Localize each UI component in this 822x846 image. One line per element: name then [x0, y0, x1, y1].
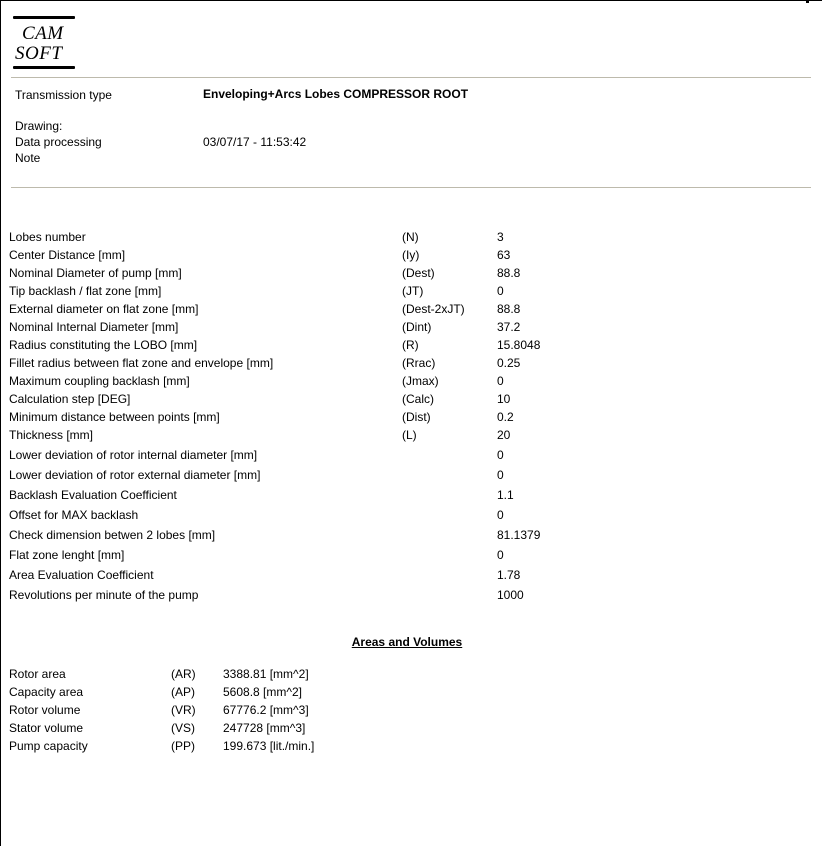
parameter-symbol: (L) [402, 428, 417, 442]
area-value: 3388.81 [mm^2] [223, 667, 309, 681]
area-row [9, 703, 509, 721]
parameter-label: Maximum coupling backlash [mm] [9, 374, 190, 388]
parameter-row [9, 284, 809, 302]
logo-top-bar [13, 16, 75, 19]
parameter-value: 63 [497, 248, 511, 262]
parameter-row [9, 468, 809, 488]
area-label: Pump capacity [9, 739, 88, 753]
parameter-value: 0.25 [497, 356, 521, 370]
parameter-value: 37.2 [497, 320, 521, 334]
parameter-row [9, 548, 809, 568]
parameter-value: 1.78 [497, 568, 521, 582]
area-label: Capacity area [9, 685, 84, 699]
parameter-row [9, 392, 809, 410]
parameter-row [9, 508, 809, 528]
areas-volumes-title: Areas and Volumes [351, 635, 463, 649]
parameter-row [9, 320, 809, 338]
parameter-label: Calculation step [DEG] [9, 392, 131, 406]
logo-bottom-bar [13, 66, 75, 69]
parameter-symbol: (Dint) [402, 320, 432, 334]
parameter-label: Flat zone lenght [mm] [9, 548, 125, 562]
area-row [9, 739, 509, 757]
parameter-label: Lobes number [9, 230, 86, 244]
data-processing-value: 03/07/17 - 11:53:42 [203, 135, 307, 149]
parameter-value: 3 [497, 230, 504, 244]
parameter-value: 20 [497, 428, 511, 442]
parameter-row [9, 374, 809, 392]
parameter-label: Lower deviation of rotor internal diameter [mm] [9, 448, 258, 462]
parameter-row [9, 488, 809, 508]
parameter-symbol: (Dest-2xJT) [402, 302, 465, 316]
parameter-label: Offset for MAX backlash [9, 508, 139, 522]
parameter-row [9, 266, 809, 284]
transmission-type-label: Transmission type [15, 88, 112, 102]
note-label: Note [15, 151, 41, 165]
parameters-table [9, 230, 809, 608]
parameter-value: 1000 [497, 588, 524, 602]
area-symbol: (AP) [171, 685, 195, 699]
parameter-label: Minimum distance between points [mm] [9, 410, 220, 424]
parameter-label: Lower deviation of rotor external diameter [mm] [9, 468, 261, 482]
area-value: 199.673 [lit./min.] [223, 739, 315, 753]
parameter-label: Thickness [mm] [9, 428, 94, 442]
area-label: Rotor area [9, 667, 66, 681]
parameter-value: 0.2 [497, 410, 514, 424]
parameter-value: 10 [497, 392, 511, 406]
parameter-row [9, 568, 809, 588]
area-value: 67776.2 [mm^3] [223, 703, 309, 717]
header-divider-top [11, 77, 811, 78]
parameter-row [9, 230, 809, 248]
parameter-symbol: (Calc) [402, 392, 434, 406]
parameter-row [9, 528, 809, 548]
parameter-label: Nominal Diameter of pump [mm] [9, 266, 182, 280]
areas-volumes-table [9, 667, 509, 757]
area-symbol: (PP) [171, 739, 195, 753]
drawing-label: Drawing: [15, 119, 63, 133]
parameter-label: Tip backlash / flat zone [mm] [9, 284, 162, 298]
area-row [9, 667, 509, 685]
parameter-value: 0 [497, 448, 504, 462]
parameter-label: Nominal Internal Diameter [mm] [9, 320, 179, 334]
parameter-symbol: (N) [402, 230, 419, 244]
logo-text-line1: CAM [22, 23, 64, 44]
parameter-row [9, 302, 809, 320]
area-symbol: (AR) [171, 667, 196, 681]
area-value: 5608.8 [mm^2] [223, 685, 303, 699]
area-value: 247728 [mm^3] [223, 721, 306, 735]
parameter-row [9, 448, 809, 468]
parameter-label: Fillet radius between flat zone and envelope [mm] [9, 356, 274, 370]
data-processing-label: Data processing [15, 135, 102, 149]
parameter-label: Area Evaluation Coefficient [9, 568, 154, 582]
area-label: Rotor volume [9, 703, 81, 717]
parameter-row [9, 356, 809, 374]
page-border-left [0, 0, 1, 846]
header-divider-bottom [11, 187, 811, 188]
parameter-value: 1.1 [497, 488, 514, 502]
parameter-symbol: (Dist) [402, 410, 431, 424]
parameter-value: 0 [497, 468, 504, 482]
transmission-type-value: Enveloping+Arcs Lobes COMPRESSOR ROOT [203, 87, 469, 101]
parameter-label: Check dimension betwen 2 lobes [mm] [9, 528, 216, 542]
parameter-symbol: (Jmax) [402, 374, 439, 388]
parameter-value: 88.8 [497, 266, 521, 280]
area-label: Stator volume [9, 721, 84, 735]
logo-text-line2: SOFT [15, 43, 63, 64]
parameter-label: Backlash Evaluation Coefficient [9, 488, 177, 502]
parameter-value: 0 [497, 548, 504, 562]
parameter-value: 88.8 [497, 302, 521, 316]
parameter-row [9, 588, 809, 608]
parameter-symbol: (Dest) [402, 266, 435, 280]
parameter-label: External diameter on flat zone [mm] [9, 302, 199, 316]
parameter-symbol: (Rrac) [402, 356, 436, 370]
area-row [9, 721, 509, 739]
parameter-row [9, 428, 809, 448]
area-symbol: (VS) [171, 721, 195, 735]
parameter-symbol: (Iy) [402, 248, 420, 262]
area-symbol: (VR) [171, 703, 196, 717]
parameter-value: 0 [497, 508, 504, 522]
parameter-label: Radius constituting the LOBO [mm] [9, 338, 198, 352]
parameter-value: 0 [497, 374, 504, 388]
parameter-label: Revolutions per minute of the pump [9, 588, 199, 602]
parameter-row [9, 338, 809, 356]
corner-mark [806, 0, 809, 3]
parameter-row [9, 248, 809, 266]
parameter-label: Center Distance [mm] [9, 248, 126, 262]
parameter-value: 15.8048 [497, 338, 541, 352]
page-border-top [0, 0, 822, 1]
parameter-row [9, 410, 809, 428]
camsoft-logo [11, 14, 77, 72]
parameter-value: 81.1379 [497, 528, 541, 542]
parameter-symbol: (R) [402, 338, 419, 352]
area-row [9, 685, 509, 703]
parameter-symbol: (JT) [402, 284, 424, 298]
parameter-value: 0 [497, 284, 504, 298]
